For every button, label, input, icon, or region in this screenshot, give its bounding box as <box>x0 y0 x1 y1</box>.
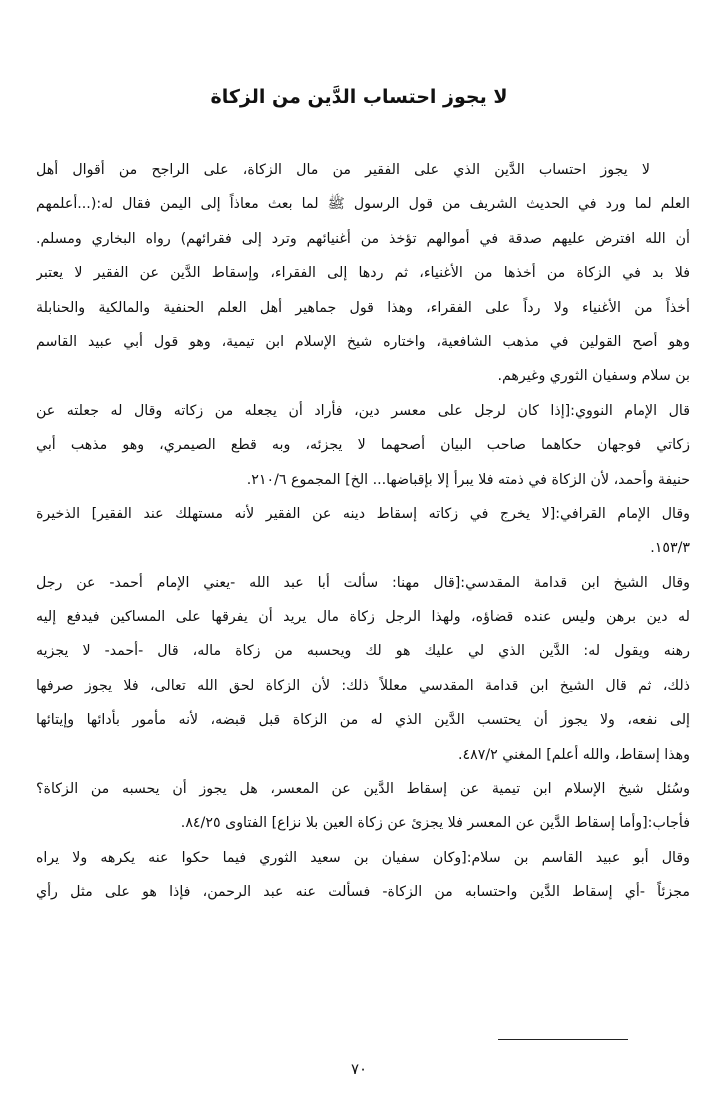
text-line: فأجاب:[وأما إسقاط الدَّين عن المعسر فلا يجزئ عن زكاة العين بلا نزاع] الفتاوى ٨٤/٢٥. <box>180 815 690 832</box>
text-line: وهذا إسقاط، والله أعلم] المغني ٤٨٧/٢. <box>458 746 690 763</box>
text-line: بن سلام وسفيان الثوري وغيرهم. <box>497 368 690 385</box>
page-number: ٧٠ <box>350 1060 368 1078</box>
text-line: وسُئل شيخ الإسلام ابن تيمية عن إسقاط الدَّين عن المعسر، هل يجوز أن يحسبه من الزكاة؟ <box>36 781 690 798</box>
text-line: ذلك، ثم قال الشيخ ابن قدامة المقدسي معللاً ذلك: لأن الزكاة لحق الله تعالى، فلا يجوز صرفها <box>36 677 690 694</box>
text-line: حنيفة وأحمد، لأن الزكاة في ذمته فلا يبرأ إلا بإقباضها... الخ] المجموع ٢١٠/٦. <box>246 471 690 488</box>
text-line: رهنه ويقول له: الدَّين الذي لي عليك هو لك ويحسبه من زكاة ماله، قال -أحمد- لا يجزيه <box>36 643 690 660</box>
text-line: أن الله افترض عليهم صدقة في أموالهم تؤخذ من أغنيائهم وترد إلى فقرائهم) رواه البخاري ومسلم. <box>36 230 690 247</box>
text-line: إلى نفعه، ولا يجوز أن يحتسب الدَّين الذي له من الزكاة قبل قبضه، لأنه مأمور بأدائها وإيتائها <box>36 712 690 729</box>
text-line: أخذاً من الأغنياء ولا رداً على الفقراء، وهذا قول جماهير أهل العلم الحنفية والمالكية والحنابلة <box>36 299 690 316</box>
text-line: لا يجوز احتساب الدَّين الذي على الفقير من مال الزكاة، على الراجح من أقوال أهل <box>36 162 650 178</box>
text-line: فلا بد في الزكاة من أخذها من الأغنياء، ثم ردها إلى الفقراء، وإسقاط الدَّين عن الفقير لا يعتبر <box>36 265 690 282</box>
text-line: العلم لما ورد في الحديث الشريف من قول الرسول ﷺ لما بعث معاذاً إلى اليمن فقال له:(...أعلمهم <box>36 196 690 213</box>
text-line: وقال الشيخ ابن قدامة المقدسي:[قال مهنا: سألت أبا عبد الله -يعني الإمام أحمد- عن رجل <box>36 574 690 591</box>
text-line: وقال الإمام القرافي:[لا يخرج في زكاته إسقاط دينه عن الفقير لأنه مستهلك عند الفقير] الذخيرة <box>36 505 690 522</box>
text-line: قال الإمام النووي:[إذا كان لرجل على معسر دين، فأراد أن يجعله من زكاته وقال له جعلته عن <box>36 402 690 419</box>
body-text <box>36 153 690 910</box>
text-line: وقال أبو عبيد القاسم بن سلام:[وكان سفيان بن سعيد الثوري فيما حكوا عنه يكرهه ولا يراه <box>36 849 690 866</box>
text-line: وهو أصح القولين في مذهب الشافعية، واختاره شيخ الإسلام ابن تيمية، وهو قول أبي عبيد القاسم <box>36 333 690 350</box>
text-line: ١٥٣/٣. <box>650 540 690 557</box>
text-line: مجزئاً -أي إسقاط الدَّين واحتسابه من الزكاة- فسألت عنه عبد الرحمن، فإذا هو على مثل رأي <box>36 884 690 901</box>
page-title: لا يجوز احتساب الدَّين من الزكاة <box>210 86 508 108</box>
text-line: زكاتي فوجهان حكاهما صاحب البيان أصحهما لا يجزئه، وبه قطع الصيمري، وهو مذهب أبي <box>36 437 690 454</box>
text-line: له دين برهن وليس عنده قضاؤه، ولهذا الرجل زكاة مال يريد أن يفرقها على المساكين فيدفع إليه <box>36 609 690 626</box>
footnote-separator <box>498 1039 628 1040</box>
